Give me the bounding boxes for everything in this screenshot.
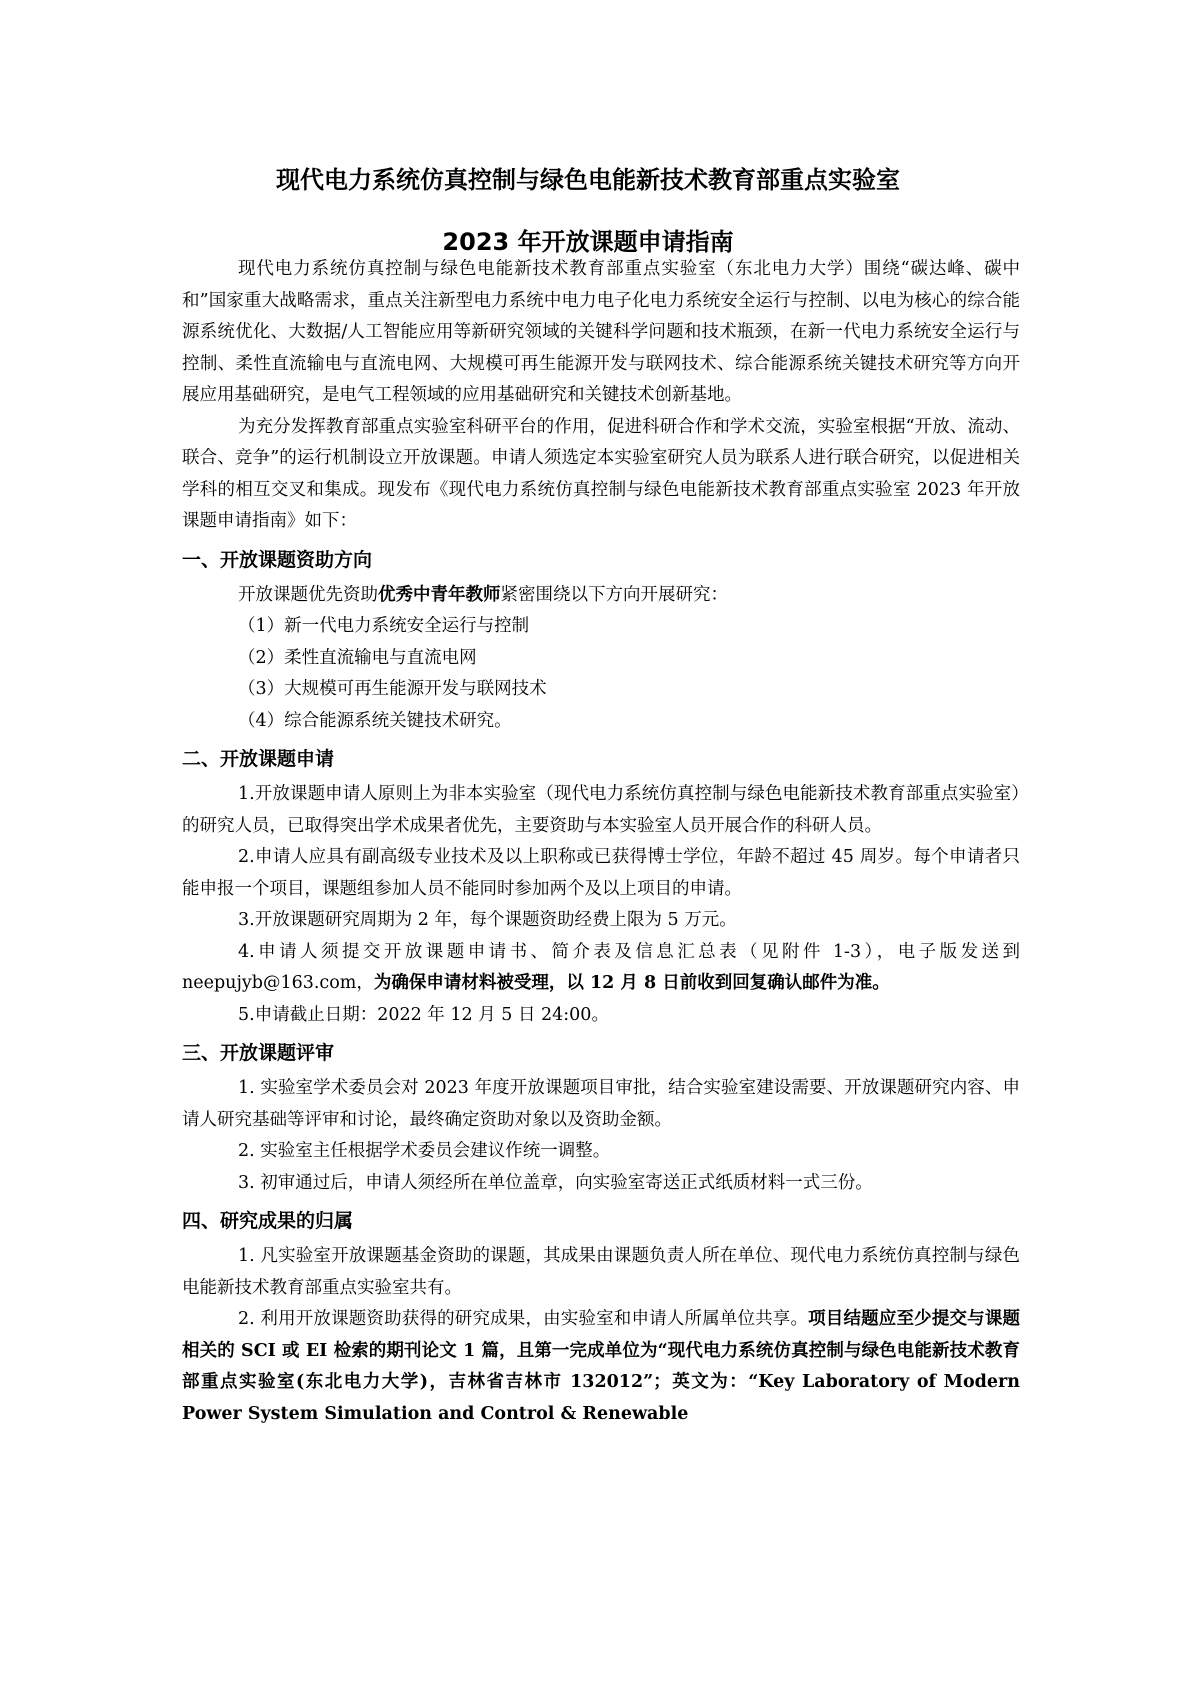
section-2-paragraph-4-bold: 为确保申请材料被受理，以 12 月 8 日前收到回复确认邮件为准。 — [373, 973, 890, 993]
document-title-line1: 现代电力系统仿真控制与绿色电能新技术教育部重点实验室 — [276, 166, 900, 194]
section-2-paragraph-3: 3.开放课题研究周期为 2 年，每个课题资助经费上限为 5 万元。 — [238, 910, 737, 930]
section-4-paragraph-2 — [182, 1304, 1020, 1430]
section-1-lead — [182, 580, 1020, 612]
section-2-heading: 二、开放课题申请 — [182, 748, 335, 770]
section-4-paragraph-1: 1. 凡实验室开放课题基金资助的课题，其成果由课题负责人所在单位、现代电力系统仿真控制与绿色电能新技术教育部重点实验室共有。 — [182, 1246, 1020, 1298]
section-2-paragraph-4-text: 4.申请人须提交开放课题申请书、简介表及信息汇总表（见附件 1-3），电子版发送到 neepujyb@163.com， — [182, 941, 1020, 993]
intro-paragraph-1: 现代电力系统仿真控制与绿色电能新技术教育部重点实验室（东北电力大学）围绕“碳达峰、碳中和”国家重大战略需求，重点关注新型电力系统中电力电子化电力系统安全运行与控制、以电为核心的综合能源系统优化、大数据/人工智能应用等新研究领域的关键科学问题和技术瓶颈，在新一代电力系统安全运行与控制、柔性直流输电与直流电网、大规模可再生能源开发与联网技术、综合能源系统关键技术研究等方向开展应用基础研究，是电气工程领域的应用基础研究和关键技术创新基地。 — [182, 259, 1020, 405]
section-1-heading: 一、开放课题资助方向 — [182, 548, 373, 571]
section-3-paragraph-3: 3. 初审通过后，申请人须经所在单位盖章，向实验室寄送正式纸质材料一式三份。 — [238, 1172, 873, 1193]
section-1-lead-pre: 开放课题优先资助 — [238, 584, 378, 605]
section-2-paragraph-4 — [182, 937, 1020, 1000]
direction-item-1: （1）新一代电力系统安全运行与控制 — [238, 616, 530, 636]
intro-paragraph-2: 为充分发挥教育部重点实验室科研平台的作用，促进科研合作和学术交流，实验室根据“开放、流动、联合、竞争”的运行机制设立开放课题。申请人须选定本实验室研究人员为联系人进行联合研究，以促进相关学科的相互交叉和集成。现发布《现代电力系统仿真控制与绿色电能新技术教育部重点实验室 2023 年开放课题申请指南》如下： — [182, 416, 1020, 531]
section-1-lead-post: 紧密围绕以下方向开展研究： — [500, 584, 728, 605]
section-2-paragraph-1: 1.开放课题申请人原则上为非本实验室（现代电力系统仿真控制与绿色电能新技术教育部重点实验室）的研究人员，已取得突出学术成果者优先，主要资助与本实验室人员开展合作的科研人员。 — [182, 784, 1020, 836]
section-3-paragraph-1: 1. 实验室学术委员会对 2023 年度开放课题项目审批，结合实验室建设需要、开放课题研究内容、申请人研究基础等评审和讨论，最终确定资助对象以及资助金额。 — [182, 1078, 1020, 1130]
section-1-lead-bold: 优秀中青年教师 — [378, 584, 501, 605]
document-title-line2: 2023 年开放课题申请指南 — [442, 228, 734, 256]
section-4-heading: 四、研究成果的归属 — [182, 1210, 354, 1232]
section-4-paragraph-2-text: 2. 利用开放课题资助获得的研究成果，由实验室和申请人所属单位共享。 — [238, 1309, 809, 1329]
document-body — [182, 254, 1020, 1430]
direction-item-4: （4）综合能源系统关键技术研究。 — [238, 710, 512, 731]
section-3-paragraph-2: 2. 实验室主任根据学术委员会建议作统一调整。 — [238, 1141, 611, 1161]
direction-item-2: （2）柔性直流输电与直流电网 — [238, 647, 477, 668]
section-3-heading: 三、开放课题评审 — [182, 1042, 335, 1064]
section-4-paragraph-2-bold: 项目结题应至少提交与课题相关的 SCI 或 EI 检索的期刊论文 1 篇，且第一完成单位为“现代电力系统仿真控制与绿色电能新技术教育部重点实验室(东北电力大学)，吉林省吉林市 132012”；英文为：“Key Laboratory of Modern Power System Simulation and Control & Renewable — [182, 1309, 1020, 1424]
direction-item-3: （3）大规模可再生能源开发与联网技术 — [238, 679, 547, 699]
section-2-paragraph-2: 2.申请人应具有副高级专业技术及以上职称或已获得博士学位，年龄不超过 45 周岁。每个申请者只能申报一个项目，课题组参加人员不能同时参加两个及以上项目的申请。 — [182, 847, 1020, 899]
section-2-paragraph-5: 5.申请截止日期：2022 年 12 月 5 日 24:00。 — [238, 1004, 609, 1025]
